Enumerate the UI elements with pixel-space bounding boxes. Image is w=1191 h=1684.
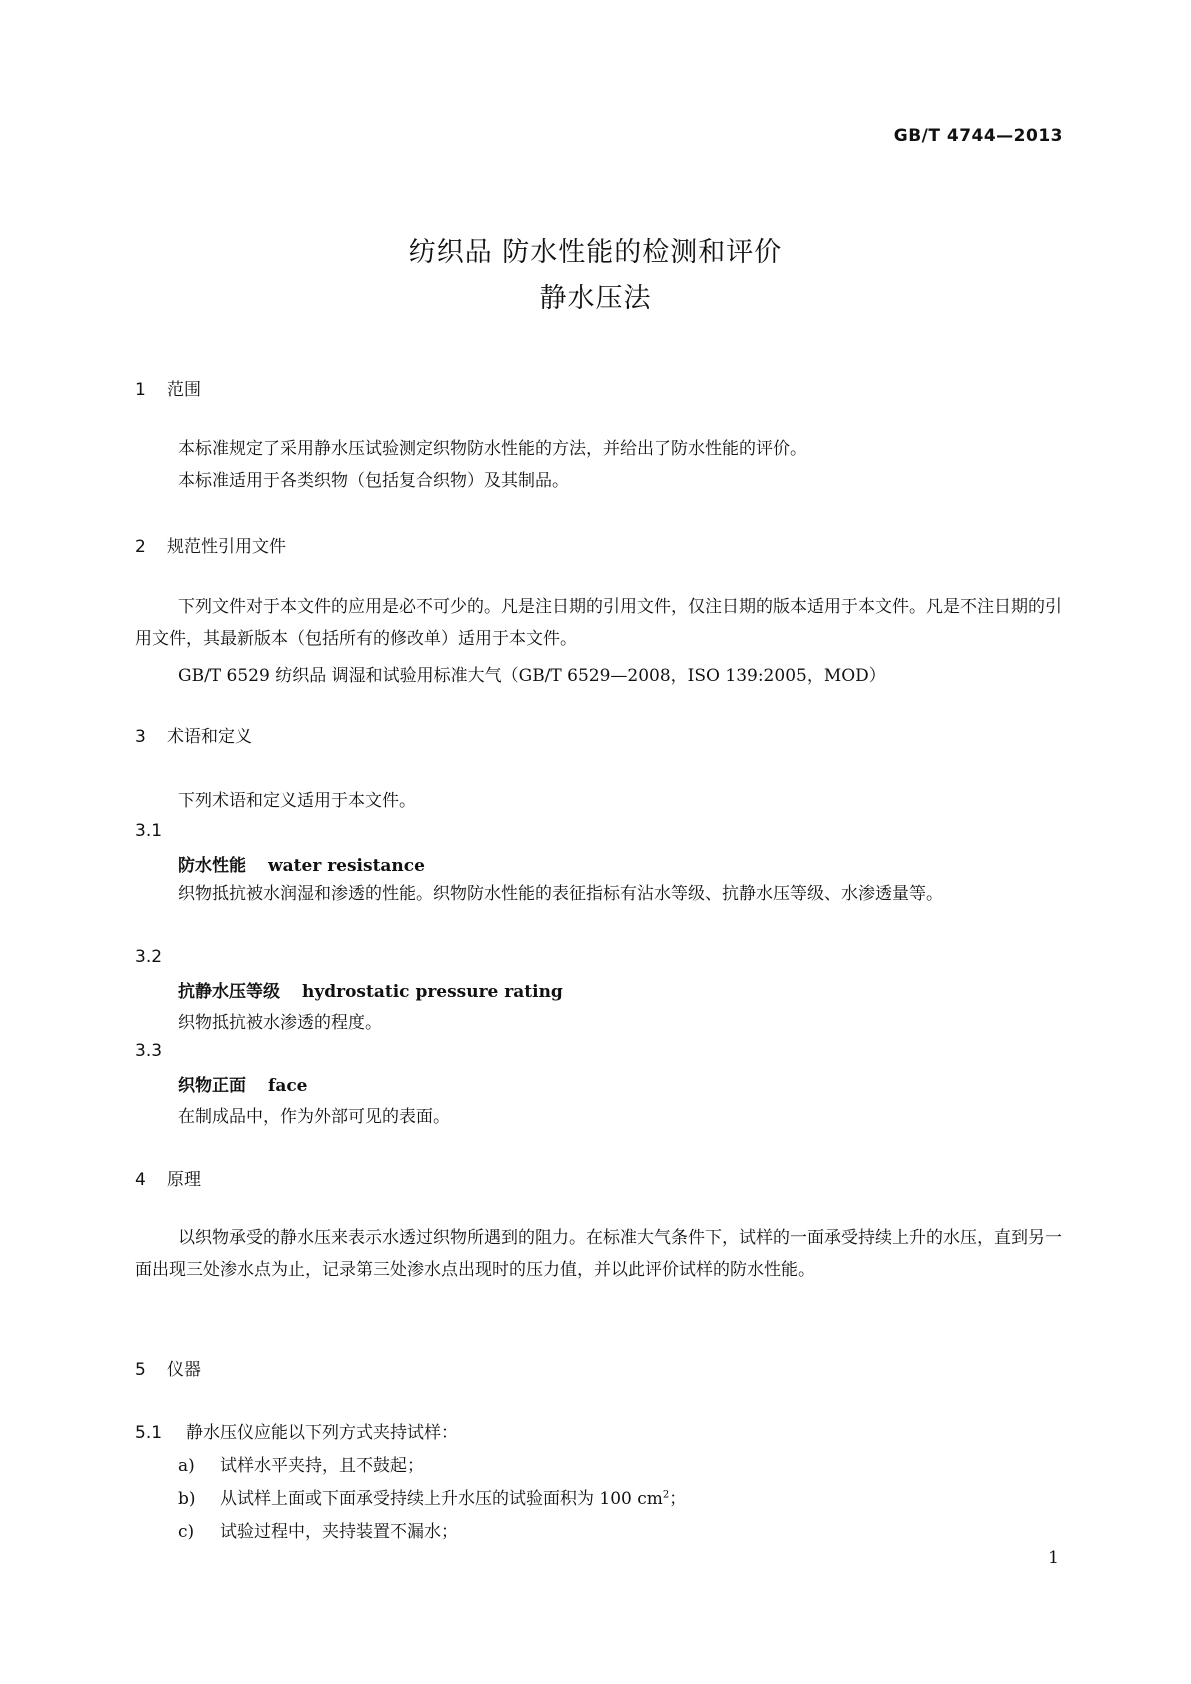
section-number: 2 (135, 537, 146, 557)
list-marker: b) (178, 1489, 196, 1509)
subclause-number: 5.1 (135, 1423, 163, 1443)
term-definition: 织物抵抗被水渗透的程度。 (178, 1013, 382, 1033)
section-title: 术语和定义 (167, 727, 252, 747)
section-title: 原理 (167, 1170, 201, 1190)
list-item (178, 1484, 686, 1509)
list-item (178, 1517, 458, 1542)
section-number: 3 (135, 727, 146, 747)
paragraph: 下列文件对于本文件的应用是必不可少的。凡是注日期的引用文件，仅注日期的版本适用于本文件。凡是不注日期的引用文件，其最新版本（包括所有的修改单）适用于本文件。 (135, 597, 1062, 649)
section-title: 仪器 (167, 1360, 201, 1380)
subclause-text: 静水压仪应能以下列方式夹持试样： (186, 1423, 458, 1443)
list-item (178, 1451, 424, 1476)
subclause-5-1 (135, 1418, 458, 1443)
section-heading-5 (135, 1355, 201, 1380)
normative-reference: GB/T 6529 纺织品 调湿和试验用标准大气（GB/T 6529—2008，ISO 139:2005，MOD） (178, 666, 886, 686)
section-number: 5 (135, 1360, 146, 1380)
page-number: 1 (1048, 1548, 1059, 1568)
term-zh: 防水性能 (178, 856, 246, 876)
list-item-text: 试验过程中，夹持装置不漏水； (220, 1522, 458, 1542)
superscript: 2 (662, 1489, 670, 1501)
section-number: 1 (135, 380, 146, 400)
section-title: 规范性引用文件 (167, 537, 286, 557)
term-heading (178, 1071, 308, 1096)
paragraph: 下列术语和定义适用于本文件。 (178, 791, 416, 811)
paragraph: 本标准规定了采用静水压试验测定织物防水性能的方法，并给出了防水性能的评价。 (178, 439, 807, 459)
term-heading (178, 851, 425, 876)
term-number: 3.2 (135, 947, 163, 967)
standard-code: GB/T 4744—2013 (893, 126, 1063, 146)
term-en: face (268, 1076, 308, 1096)
section-heading-4 (135, 1165, 201, 1190)
term-definition: 在制成品中，作为外部可见的表面。 (178, 1107, 450, 1127)
document-title: 纺织品 防水性能的检测和评价 (408, 237, 783, 268)
term-zh: 抗静水压等级 (178, 982, 280, 1002)
term-en: hydrostatic pressure rating (302, 982, 563, 1002)
document-subtitle: 静水压法 (539, 283, 652, 314)
section-number: 4 (135, 1170, 146, 1190)
paragraph: 以织物承受的静水压来表示水透过织物所遇到的阻力。在标准大气条件下，试样的一面承受持续上升的水压，直到另一面出现三处渗水点为止，记录第三处渗水点出现时的压力值，并以此评价试样的防水性能。 (135, 1228, 1062, 1280)
section-heading-1 (135, 375, 201, 400)
term-heading (178, 977, 563, 1002)
list-marker: c) (178, 1522, 195, 1542)
list-marker: a) (178, 1456, 195, 1476)
section-heading-2 (135, 532, 286, 557)
list-item-tail: ； (669, 1489, 687, 1509)
paragraph: 本标准适用于各类织物（包括复合织物）及其制品。 (178, 471, 569, 491)
term-number: 3.1 (135, 821, 163, 841)
term-en: water resistance (268, 856, 425, 876)
term-definition: 织物抵抗被水润湿和渗透的性能。织物防水性能的表征指标有沾水等级、抗静水压等级、水渗透量等。 (178, 884, 943, 904)
section-heading-3 (135, 722, 252, 747)
section-title: 范围 (167, 380, 201, 400)
list-item-text: 从试样上面或下面承受持续上升水压的试验面积为 100 cm (220, 1489, 663, 1509)
term-zh: 织物正面 (178, 1076, 246, 1096)
term-number: 3.3 (135, 1041, 163, 1061)
list-item-text: 试样水平夹持，且不鼓起； (220, 1456, 424, 1476)
